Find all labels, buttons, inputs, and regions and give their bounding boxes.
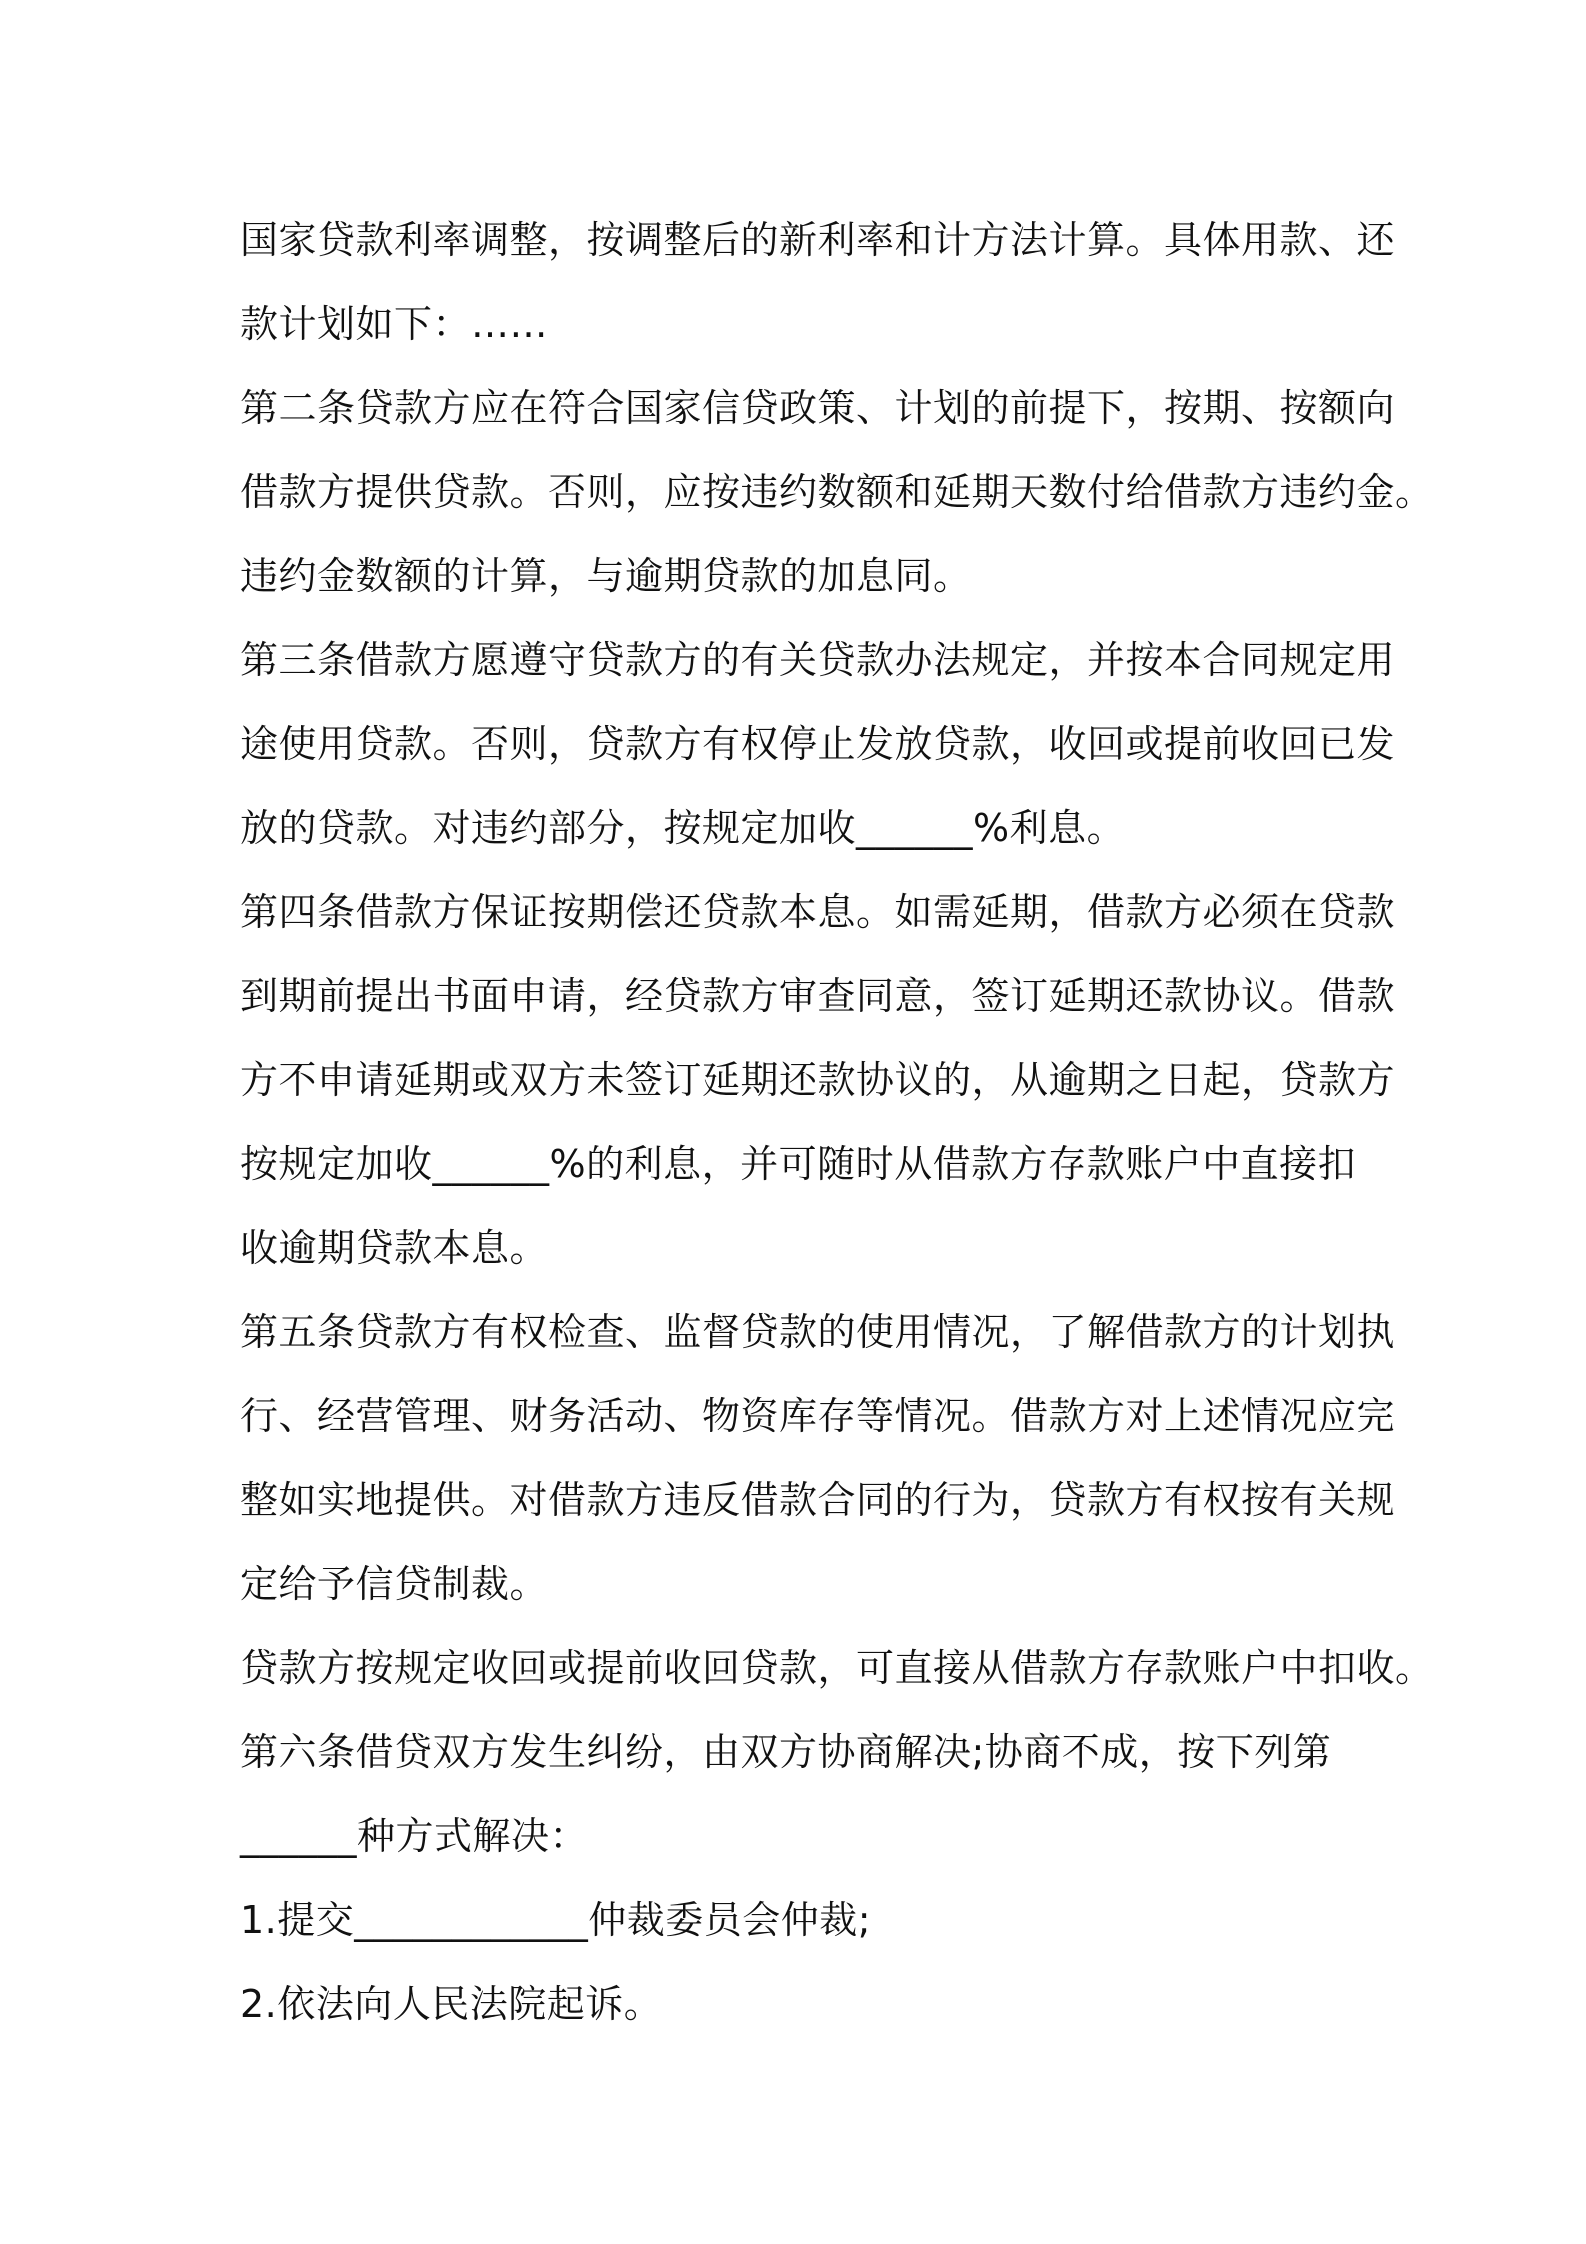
text-line: 收逾期贷款本息。 — [240, 1226, 549, 1270]
text-line: 整如实地提供。对借款方违反借款合同的行为，贷款方有权按有关规 — [240, 1478, 1396, 1522]
document-page — [240, 198, 1434, 2046]
text-line: 放的贷款。对违约部分，按规定加收______%利息。 — [240, 806, 1126, 850]
text-line: 方不申请延期或双方未签订延期还款协议的，从逾期之日起，贷款方 — [240, 1058, 1396, 1102]
text-line: 途使用贷款。否则，贷款方有权停止发放贷款，收回或提前收回已发 — [240, 722, 1396, 766]
text-line: 违约金数额的计算，与逾期贷款的加息同。 — [240, 554, 972, 598]
text-line: 贷款方按规定收回或提前收回贷款，可直接从借款方存款账户中扣收。 — [240, 1646, 1434, 1690]
text-line: 2.依法向人民法院起诉。 — [240, 1982, 663, 2026]
text-line: 1.提交____________仲裁委员会仲裁; — [240, 1898, 872, 1942]
text-line: 第六条借贷双方发生纠纷，由双方协商解决;协商不成，按下列第 — [240, 1730, 1332, 1774]
text-line: 借款方提供贷款。否则，应按违约数额和延期天数付给借款方违约金。 — [240, 470, 1434, 514]
text-line: 到期前提出书面申请，经贷款方审查同意，签订延期还款协议。借款 — [240, 974, 1396, 1018]
text-line: 按规定加收______%的利息，并可随时从借款方存款账户中直接扣 — [240, 1142, 1357, 1186]
text-line: ______种方式解决： — [240, 1814, 589, 1858]
text-line: 第四条借款方保证按期偿还贷款本息。如需延期，借款方必须在贷款 — [240, 890, 1396, 934]
text-line: 行、经营管理、财务活动、物资库存等情况。借款方对上述情况应完 — [240, 1394, 1396, 1438]
text-line: 定给予信贷制裁。 — [240, 1562, 549, 1606]
text-line: 国家贷款利率调整，按调整后的新利率和计方法计算。具体用款、还 — [240, 218, 1396, 262]
text-line: 款计划如下：…… — [240, 302, 549, 346]
text-line: 第五条贷款方有权检查、监督贷款的使用情况，了解借款方的计划执 — [240, 1310, 1396, 1354]
text-line: 第三条借款方愿遵守贷款方的有关贷款办法规定，并按本合同规定用 — [240, 638, 1396, 682]
text-line: 第二条贷款方应在符合国家信贷政策、计划的前提下，按期、按额向 — [240, 386, 1396, 430]
